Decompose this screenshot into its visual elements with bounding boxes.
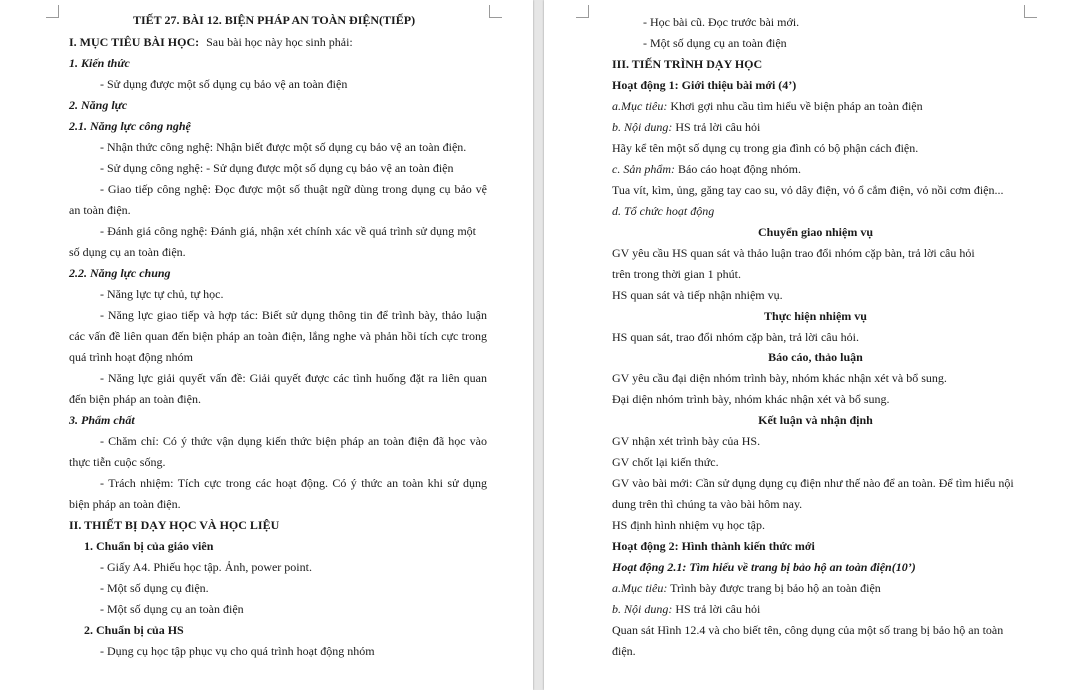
nlcn-item-3-line1: - Giao tiếp công nghệ: Đọc được một số thuật ngữ dùng trong dụng cụ bảo vệ <box>100 182 487 196</box>
activity1-heading: Hoạt động 1: Giới thiệu bài mới (4’) <box>612 78 797 92</box>
step-assign-line-1: GV yêu cầu HS quan sát và thảo luận trao đổi nhóm cặp bàn, trả lời câu hỏi <box>612 246 975 260</box>
nlc-item-2-line2: các vấn đề liên quan đến biện pháp an toàn điện, lắng nghe và phản hồi tích cực trong <box>69 329 487 343</box>
activity21-content <box>612 602 760 616</box>
step-perform-heading: Thực hiện nhiệm vụ <box>764 309 867 323</box>
activity1-organization-label: d. Tổ chức hoạt động <box>612 204 715 218</box>
objective-text: Trình bày được trang bị bảo hộ an toàn điện <box>667 581 881 595</box>
section3-heading: III. TIẾN TRÌNH DẠY HỌC <box>612 57 763 71</box>
nlcn-item-4-line2: số dụng cụ an toàn điện. <box>69 245 186 259</box>
heading-kien-thuc: 1. Kiến thức <box>69 56 130 70</box>
crop-mark-top-left <box>46 5 59 18</box>
teacher-prep-heading: 1. Chuẩn bị của giáo viên <box>84 539 214 553</box>
step-conclude-line-1: GV nhận xét trình bày của HS. <box>612 434 761 448</box>
content-text: HS trả lời câu hỏi <box>672 602 761 616</box>
section1-intro: Sau bài học này học sinh phải: <box>206 35 353 49</box>
objective-text: Khơi gợi nhu cầu tìm hiểu về biện pháp an toàn điện <box>667 99 923 113</box>
nlcn-item-1: - Nhận thức công nghệ: Nhận biết được một số dụng cụ bảo vệ an toàn điện. <box>100 140 467 154</box>
section2-heading: II. THIẾT BỊ DẠY HỌC VÀ HỌC LIỆU <box>69 518 280 532</box>
step-assign-line-2: trên trong thời gian 1 phút. <box>612 267 741 281</box>
crop-mark-top-right <box>489 5 502 18</box>
document-page-right <box>544 0 1065 690</box>
nlcn-item-3-line2: an toàn điện. <box>69 203 131 217</box>
pham-chat-item-1-line2: thực tiễn cuộc sống. <box>69 455 166 469</box>
activity21-heading: Hoạt động 2.1: Tìm hiểu về trang bị bảo hộ an toàn điện(10’) <box>612 560 916 574</box>
activity21-question-line-2: điện. <box>612 644 636 658</box>
step-conclude-line-3a: GV vào bài mới: Cần sử dụng dụng cụ điện như thế nào để an toàn. Để tìm hiểu nội <box>612 476 1014 490</box>
step-assign-line-3: HS quan sát và tiếp nhận nhiệm vụ. <box>612 288 783 302</box>
objective-label: a.Mục tiêu: <box>612 581 668 595</box>
objective-label: a.Mục tiêu: <box>612 99 668 113</box>
content-label: b. Nội dung: <box>612 120 673 134</box>
pham-chat-item-2-line1: - Trách nhiệm: Tích cực trong các hoạt động. Có ý thức an toàn khi sử dụng <box>100 476 487 490</box>
step-report-line-2: Đại diện nhóm trình bày, nhóm khác nhận xét và bổ sung. <box>612 392 890 406</box>
step-conclude-line-2: GV chốt lại kiến thức. <box>612 455 719 469</box>
heading-nang-luc-chung: 2.2. Năng lực chung <box>69 266 171 280</box>
step-report-line-1: GV yêu cầu đại diện nhóm trình bày, nhóm khác nhận xét và bổ sung. <box>612 371 947 385</box>
crop-mark-top-right <box>1024 5 1037 18</box>
activity1-content <box>612 120 760 134</box>
activity21-question-line-1: Quan sát Hình 12.4 và cho biết tên, công dụng của một số trang bị bảo hộ an toàn <box>612 623 1004 637</box>
step-report-heading: Báo cáo, thảo luận <box>768 350 863 364</box>
nlc-item-3-line2: đến biện pháp an toàn điện. <box>69 392 201 406</box>
student-prep-heading: 2. Chuẩn bị của HS <box>84 623 184 637</box>
teacher-prep-item-1: - Giấy A4. Phiếu học tập. Ảnh, power point. <box>100 560 312 574</box>
pham-chat-item-1-line1: - Chăm chỉ: Có ý thức vận dụng kiến thức biện pháp an toàn điện đã học vào <box>100 434 487 448</box>
step-conclude-heading: Kết luận và nhận định <box>758 413 873 427</box>
activity21-objective <box>612 581 881 595</box>
teacher-prep-item-2: - Một số dụng cụ điện. <box>100 581 209 595</box>
product-label: c. Sản phẩm: <box>612 162 675 176</box>
content-label: b. Nội dung: <box>612 602 673 616</box>
content-text: HS trả lời câu hỏi <box>672 120 761 134</box>
activity1-product <box>612 162 801 176</box>
activity1-answer: Tua vít, kìm, ủng, găng tay cao su, vỏ dây điện, vỏ ổ cắm điện, vỏ nồi cơm điện... <box>612 183 1004 197</box>
kien-thuc-item: - Sử dụng được một số dụng cụ bảo vệ an toàn điện <box>100 77 348 91</box>
activity1-objective <box>612 99 923 113</box>
product-text: Báo cáo hoạt động nhóm. <box>675 162 801 176</box>
nlcn-item-2: - Sử dụng công nghệ: - Sử dụng được một số dụng cụ bảo vệ an toàn điện <box>100 161 454 175</box>
heading-nang-luc-cong-nghe: 2.1. Năng lực công nghệ <box>69 119 191 133</box>
lesson-title: TIẾT 27. BÀI 12. BIỆN PHÁP AN TOÀN ĐIỆN(TIẾP) <box>133 13 416 27</box>
step-conclude-line-4: HS định hình nhiệm vụ học tập. <box>612 518 765 532</box>
nlc-item-1: - Năng lực tự chủ, tự học. <box>100 287 224 301</box>
student-prep-item-2: - Học bài cũ. Đọc trước bài mới. <box>643 15 800 29</box>
nlc-item-3-line1: - Năng lực giải quyết vấn đề: Giải quyết được các tình huống đặt ra liên quan <box>100 371 487 385</box>
student-prep-item-1: - Dụng cụ học tập phục vụ cho quá trình hoạt động nhóm <box>100 644 375 658</box>
nlcn-item-4-line1: - Đánh giá công nghệ: Đánh giá, nhận xét chính xác về quá trình sử dụng một <box>100 224 476 238</box>
step-conclude-line-3b: dung trên thì chúng ta vào bài hôm nay. <box>612 497 803 511</box>
pham-chat-item-2-line2: biện pháp an toàn điện. <box>69 497 181 511</box>
section1-heading: I. MỤC TIÊU BÀI HỌC: <box>69 35 200 49</box>
section1-line <box>69 35 353 49</box>
activity1-question: Hãy kể tên một số dụng cụ trong gia đình có bộ phận cách điện. <box>612 141 919 155</box>
step-perform-line-1: HS quan sát, trao đổi nhóm cặp bàn, trả lời câu hỏi. <box>612 330 859 344</box>
student-prep-item-3: - Một số dụng cụ an toàn điện <box>643 36 787 50</box>
step-assign-heading: Chuyển giao nhiệm vụ <box>757 225 874 239</box>
heading-pham-chat: 3. Phẩm chất <box>69 413 135 427</box>
activity2-heading: Hoạt động 2: Hình thành kiến thức mới <box>612 539 815 553</box>
heading-nang-luc: 2. Năng lực <box>69 98 128 112</box>
teacher-prep-item-3: - Một số dụng cụ an toàn điện <box>100 602 244 616</box>
crop-mark-top-left <box>576 5 589 18</box>
nlc-item-2-line1: - Năng lực giao tiếp và hợp tác: Biết sử dụng thông tin để trình bày, thảo luận <box>100 308 487 322</box>
nlc-item-2-line3: quá trình hoạt động nhóm <box>69 350 193 364</box>
